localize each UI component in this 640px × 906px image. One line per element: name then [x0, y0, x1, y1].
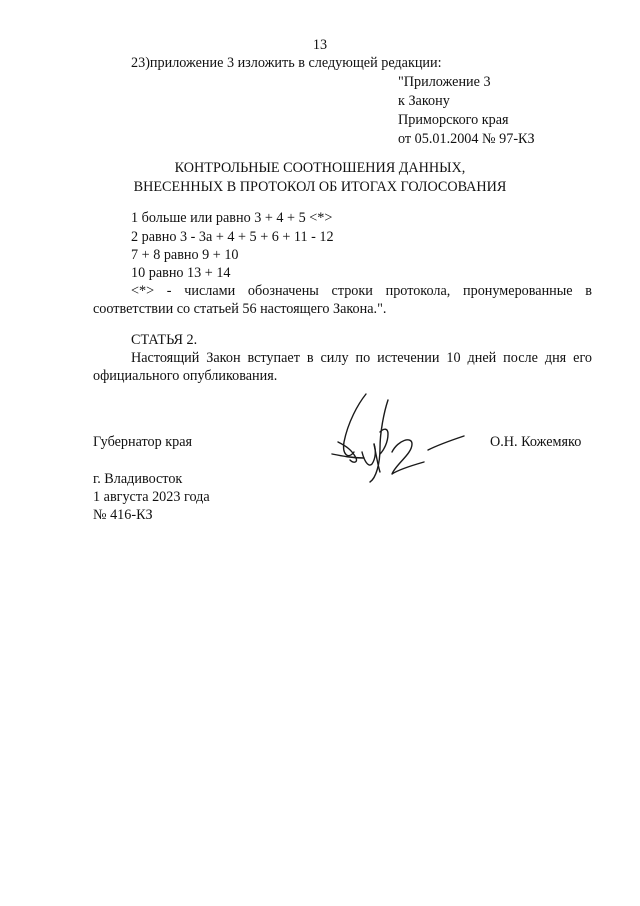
law-number: № 416-КЗ — [93, 507, 153, 523]
signing-date: 1 августа 2023 года — [93, 489, 210, 505]
article-line-1: Настоящий Закон вступает в силу по истечении 10 дней после дня его — [131, 350, 592, 366]
relation-4: 10 равно 13 + 14 — [131, 265, 231, 281]
title-line-1: КОНТРОЛЬНЫЕ СООТНОШЕНИЯ ДАННЫХ, — [174, 160, 466, 176]
article-line-2: официального опубликования. — [93, 368, 278, 384]
appendix-line-1: "Приложение 3 — [398, 74, 491, 90]
footnote-line-2: соответствии со статьей 56 настоящего Закона.". — [93, 301, 387, 317]
handwritten-signature — [318, 392, 468, 492]
signatory-name: О.Н. Кожемяко — [490, 434, 582, 450]
relation-3: 7 + 8 равно 9 + 10 — [131, 247, 239, 263]
appendix-line-4: от 05.01.2004 № 97-КЗ — [398, 131, 535, 147]
footnote-line-1: <*> - числами обозначены строки протокола, пронумерованные в — [131, 283, 592, 299]
signatory-position: Губернатор края — [93, 434, 193, 450]
amendment-line: 23)приложение 3 изложить в следующей редакции: — [131, 55, 442, 71]
appendix-line-2: к Закону — [398, 93, 450, 109]
title-line-2: ВНЕСЕННЫХ В ПРОТОКОЛ ОБ ИТОГАХ ГОЛОСОВАНИЯ — [133, 179, 507, 195]
article-heading: СТАТЬЯ 2. — [131, 332, 198, 348]
page-number: 13 — [312, 37, 328, 53]
appendix-line-3: Приморского края — [398, 112, 509, 128]
city: г. Владивосток — [93, 471, 183, 487]
relation-1: 1 больше или равно 3 + 4 + 5 <*> — [131, 210, 333, 226]
relation-2: 2 равно 3 - 3а + 4 + 5 + 6 + 11 - 12 — [131, 229, 334, 245]
